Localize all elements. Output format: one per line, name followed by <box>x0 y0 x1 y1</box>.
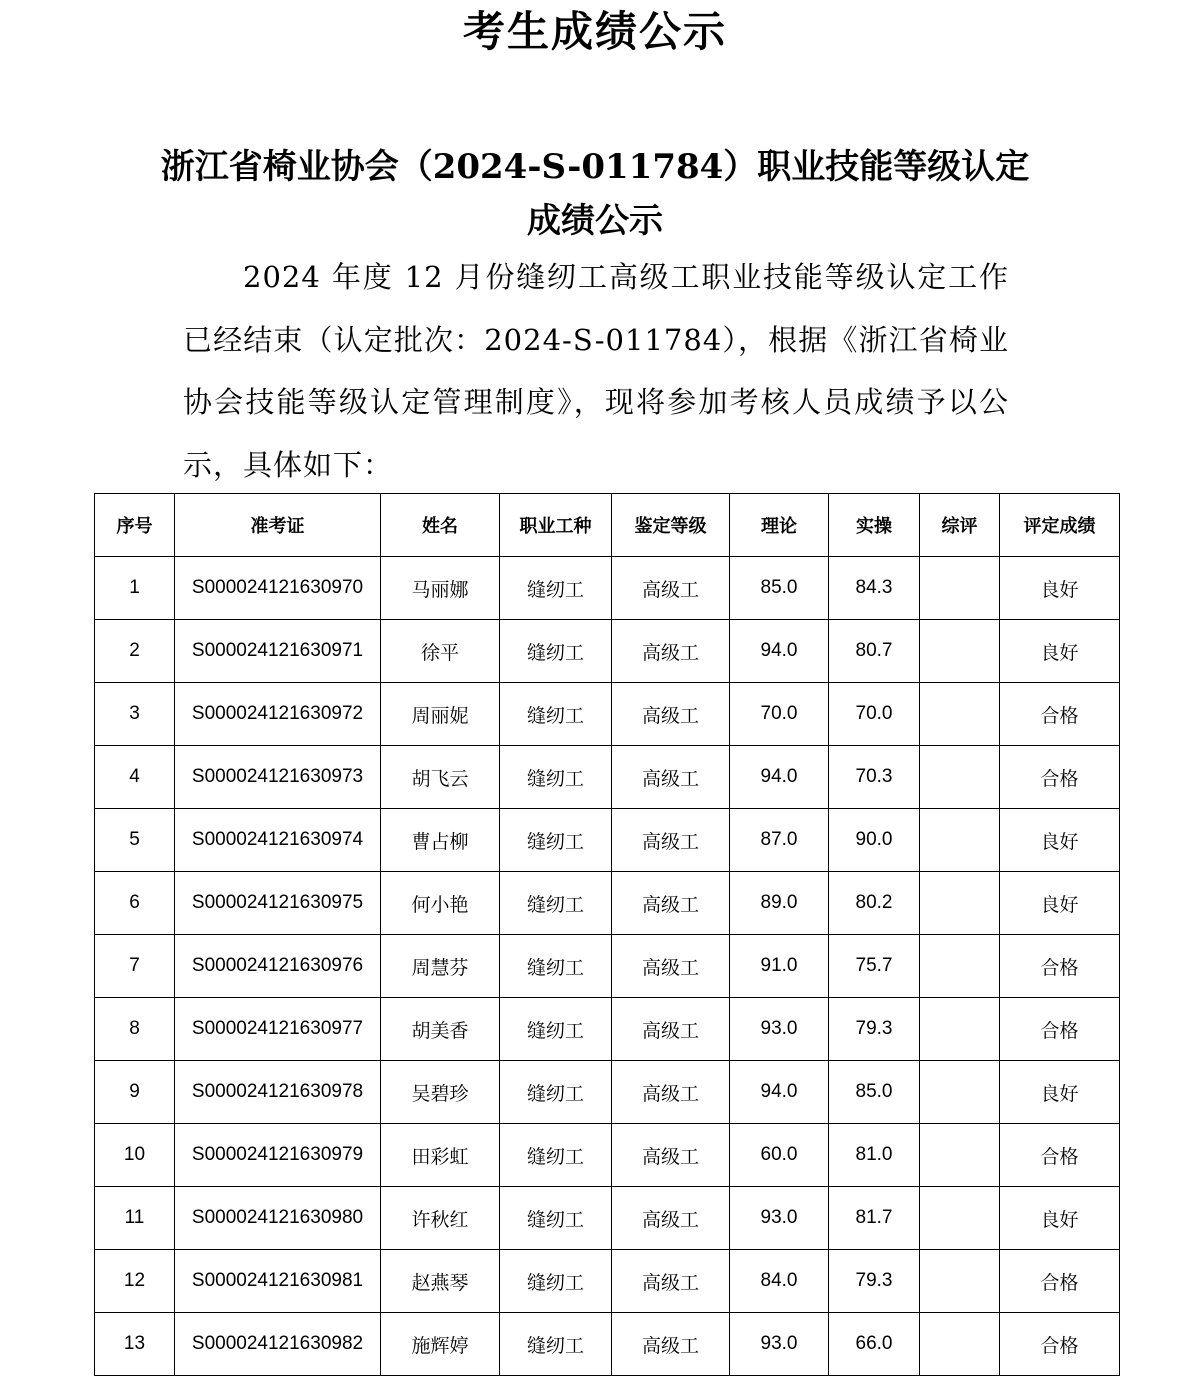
cell-name: 许秋红 <box>381 1187 500 1250</box>
cell-occupation: 缝纫工 <box>500 872 612 935</box>
cell-name: 徐平 <box>381 620 500 683</box>
cell-occupation: 缝纫工 <box>500 1124 612 1187</box>
cell-overall <box>920 746 1000 809</box>
cell-overall <box>920 1124 1000 1187</box>
header-theory: 理论 <box>730 494 829 557</box>
cell-level: 高级工 <box>612 1187 730 1250</box>
cell-practical: 85.0 <box>829 1061 920 1124</box>
header-result: 评定成绩 <box>1000 494 1120 557</box>
cell-name: 周慧芬 <box>381 935 500 998</box>
cell-exam-id: S000024121630972 <box>175 683 381 746</box>
table-row <box>95 683 1120 746</box>
document-heading: 浙江省椅业协会（2024-S-011784）职业技能等级认定成绩公示 <box>160 147 1030 241</box>
cell-practical: 79.3 <box>829 1250 920 1313</box>
cell-level: 高级工 <box>612 1250 730 1313</box>
cell-exam-id: S000024121630980 <box>175 1187 381 1250</box>
cell-theory: 85.0 <box>730 557 829 620</box>
cell-level: 高级工 <box>612 998 730 1061</box>
cell-occupation: 缝纫工 <box>500 620 612 683</box>
cell-exam-id: S000024121630971 <box>175 620 381 683</box>
cell-level: 高级工 <box>612 683 730 746</box>
cell-theory: 89.0 <box>730 872 829 935</box>
cell-name: 曹占柳 <box>381 809 500 872</box>
cell-theory: 70.0 <box>730 683 829 746</box>
cell-overall <box>920 683 1000 746</box>
cell-name: 田彩虹 <box>381 1124 500 1187</box>
cell-practical: 75.7 <box>829 935 920 998</box>
cell-name: 马丽娜 <box>381 557 500 620</box>
intro-paragraph: 2024 年度 12 月份缝纫工高级工职业技能等级认定工作已经结束（认定批次：2024-S-011784），根据《浙江省椅业协会技能等级认定管理制度》，现将参加考核人员成绩予以公示，具体如下： <box>183 260 1009 482</box>
cell-practical: 80.7 <box>829 620 920 683</box>
cell-practical: 80.2 <box>829 872 920 935</box>
cell-practical: 70.0 <box>829 683 920 746</box>
cell-theory: 94.0 <box>730 746 829 809</box>
table-row <box>95 557 1120 620</box>
table-row <box>95 872 1120 935</box>
cell-exam-id: S000024121630981 <box>175 1250 381 1313</box>
cell-level: 高级工 <box>612 872 730 935</box>
cell-result: 良好 <box>1000 1187 1120 1250</box>
cell-theory: 94.0 <box>730 1061 829 1124</box>
cell-occupation: 缝纫工 <box>500 998 612 1061</box>
header-occupation: 职业工种 <box>500 494 612 557</box>
table-row <box>95 1187 1120 1250</box>
cell-result: 良好 <box>1000 557 1120 620</box>
cell-occupation: 缝纫工 <box>500 809 612 872</box>
table-row <box>95 935 1120 998</box>
cell-name: 胡飞云 <box>381 746 500 809</box>
cell-overall <box>920 1313 1000 1376</box>
cell-occupation: 缝纫工 <box>500 557 612 620</box>
cell-no: 3 <box>95 683 175 746</box>
cell-theory: 84.0 <box>730 1250 829 1313</box>
cell-level: 高级工 <box>612 620 730 683</box>
cell-occupation: 缝纫工 <box>500 935 612 998</box>
table-row <box>95 1061 1120 1124</box>
cell-theory: 94.0 <box>730 620 829 683</box>
page-title: 考生成绩公示 <box>462 7 727 56</box>
table-row <box>95 620 1120 683</box>
cell-no: 5 <box>95 809 175 872</box>
cell-exam-id: S000024121630978 <box>175 1061 381 1124</box>
cell-exam-id: S000024121630982 <box>175 1313 381 1376</box>
cell-level: 高级工 <box>612 809 730 872</box>
table-row <box>95 746 1120 809</box>
cell-theory: 60.0 <box>730 1124 829 1187</box>
cell-result: 良好 <box>1000 872 1120 935</box>
cell-practical: 66.0 <box>829 1313 920 1376</box>
table-row <box>95 1124 1120 1187</box>
cell-level: 高级工 <box>612 1313 730 1376</box>
cell-result: 合格 <box>1000 746 1120 809</box>
cell-level: 高级工 <box>612 746 730 809</box>
cell-overall <box>920 1250 1000 1313</box>
cell-practical: 84.3 <box>829 557 920 620</box>
cell-result: 良好 <box>1000 809 1120 872</box>
cell-no: 11 <box>95 1187 175 1250</box>
cell-no: 8 <box>95 998 175 1061</box>
cell-theory: 93.0 <box>730 1313 829 1376</box>
cell-result: 合格 <box>1000 998 1120 1061</box>
cell-theory: 87.0 <box>730 809 829 872</box>
table-row <box>95 1313 1120 1376</box>
cell-theory: 93.0 <box>730 1187 829 1250</box>
cell-result: 良好 <box>1000 1061 1120 1124</box>
cell-overall <box>920 557 1000 620</box>
cell-exam-id: S000024121630973 <box>175 746 381 809</box>
cell-overall <box>920 998 1000 1061</box>
cell-result: 合格 <box>1000 683 1120 746</box>
results-table <box>94 493 1120 1376</box>
cell-no: 10 <box>95 1124 175 1187</box>
cell-result: 良好 <box>1000 620 1120 683</box>
header-overall: 综评 <box>920 494 1000 557</box>
cell-no: 7 <box>95 935 175 998</box>
cell-result: 合格 <box>1000 1250 1120 1313</box>
cell-exam-id: S000024121630975 <box>175 872 381 935</box>
cell-exam-id: S000024121630974 <box>175 809 381 872</box>
cell-occupation: 缝纫工 <box>500 746 612 809</box>
cell-exam-id: S000024121630976 <box>175 935 381 998</box>
cell-occupation: 缝纫工 <box>500 1250 612 1313</box>
cell-result: 合格 <box>1000 1313 1120 1376</box>
cell-name: 胡美香 <box>381 998 500 1061</box>
cell-no: 4 <box>95 746 175 809</box>
cell-no: 2 <box>95 620 175 683</box>
cell-practical: 81.0 <box>829 1124 920 1187</box>
cell-overall <box>920 809 1000 872</box>
header-level: 鉴定等级 <box>612 494 730 557</box>
cell-level: 高级工 <box>612 1124 730 1187</box>
cell-theory: 91.0 <box>730 935 829 998</box>
cell-exam-id: S000024121630979 <box>175 1124 381 1187</box>
cell-practical: 70.3 <box>829 746 920 809</box>
header-exam-id: 准考证 <box>175 494 381 557</box>
header-name: 姓名 <box>381 494 500 557</box>
cell-name: 吴碧珍 <box>381 1061 500 1124</box>
cell-overall <box>920 935 1000 998</box>
cell-no: 1 <box>95 557 175 620</box>
header-practical: 实操 <box>829 494 920 557</box>
cell-result: 合格 <box>1000 935 1120 998</box>
cell-name: 施辉婷 <box>381 1313 500 1376</box>
cell-occupation: 缝纫工 <box>500 1061 612 1124</box>
cell-no: 6 <box>95 872 175 935</box>
table-row <box>95 998 1120 1061</box>
cell-result: 合格 <box>1000 1124 1120 1187</box>
cell-level: 高级工 <box>612 1061 730 1124</box>
table-row <box>95 1250 1120 1313</box>
cell-no: 9 <box>95 1061 175 1124</box>
cell-theory: 93.0 <box>730 998 829 1061</box>
cell-exam-id: S000024121630970 <box>175 557 381 620</box>
cell-no: 12 <box>95 1250 175 1313</box>
cell-occupation: 缝纫工 <box>500 683 612 746</box>
cell-level: 高级工 <box>612 935 730 998</box>
header-no: 序号 <box>95 494 175 557</box>
cell-occupation: 缝纫工 <box>500 1313 612 1376</box>
cell-name: 周丽妮 <box>381 683 500 746</box>
cell-overall <box>920 620 1000 683</box>
cell-overall <box>920 1061 1000 1124</box>
table-header-row <box>95 494 1120 557</box>
cell-level: 高级工 <box>612 557 730 620</box>
cell-practical: 79.3 <box>829 998 920 1061</box>
cell-overall <box>920 872 1000 935</box>
cell-name: 赵燕琴 <box>381 1250 500 1313</box>
cell-overall <box>920 1187 1000 1250</box>
cell-practical: 81.7 <box>829 1187 920 1250</box>
cell-practical: 90.0 <box>829 809 920 872</box>
table-row <box>95 809 1120 872</box>
cell-exam-id: S000024121630977 <box>175 998 381 1061</box>
cell-name: 何小艳 <box>381 872 500 935</box>
cell-no: 13 <box>95 1313 175 1376</box>
cell-occupation: 缝纫工 <box>500 1187 612 1250</box>
